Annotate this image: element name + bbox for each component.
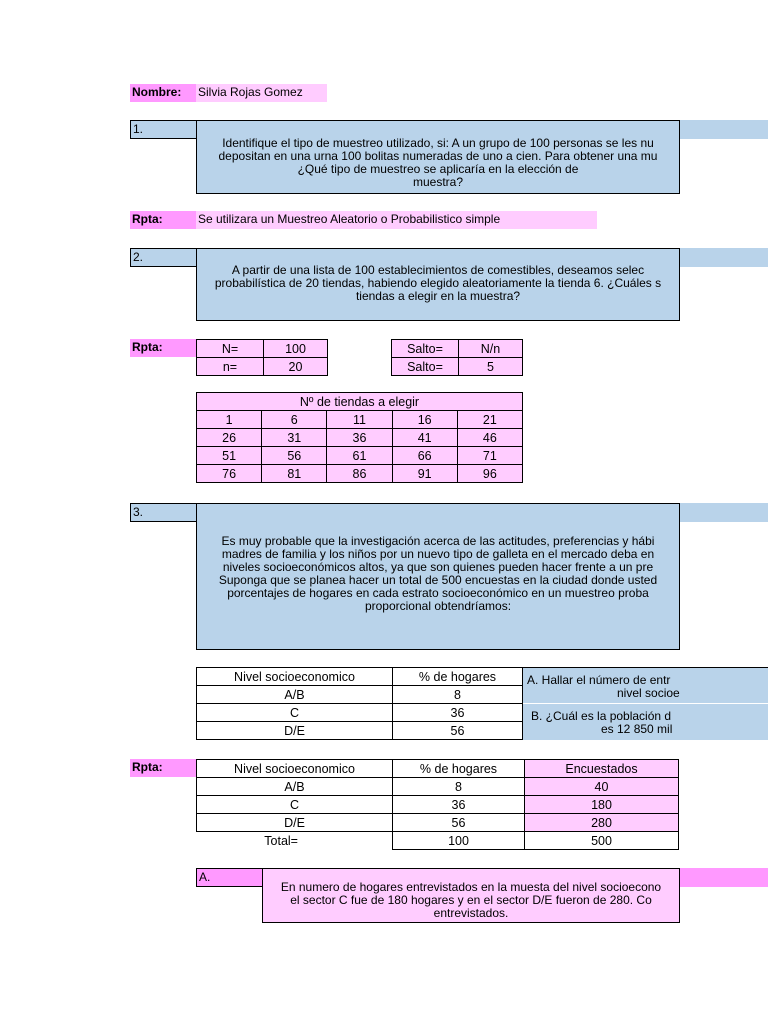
tienda-cell: 96: [457, 465, 522, 483]
q1-right-bar: [680, 120, 768, 139]
q3-result-table: [196, 759, 679, 850]
tienda-cell: 16: [392, 411, 457, 429]
tienda-cell: 21: [457, 411, 522, 429]
answer-a-line-3: entrevistados.: [433, 906, 509, 920]
res-nivel-cell: C: [197, 796, 393, 814]
side-b-line-2: es 12 850 mil: [601, 722, 673, 736]
salto-label-1: Salto=: [392, 340, 459, 358]
pct-cell: 36: [393, 704, 523, 722]
nombre-label: Nombre:: [130, 84, 196, 102]
n-pop-value: 100: [264, 340, 328, 358]
nombre-value: Silvia Rojas Gomez: [196, 84, 327, 102]
q2-rpta-label: Rpta:: [130, 339, 196, 357]
n-sample-label: n=: [197, 358, 264, 376]
q1-line-3: ¿Qué tipo de muestreo se aplicaría en la elección de: [297, 162, 579, 176]
res-enc-cell: 40: [525, 778, 679, 796]
q3-line-5: porcentajes de hogares en cada estrato socioeconómico en un muestreo proba: [227, 586, 649, 600]
col-header-pct: % de hogares: [393, 668, 523, 686]
n-sample-value: 20: [264, 358, 328, 376]
answer-a-right-bar: [680, 868, 768, 887]
q3-rpta-label: Rpta:: [130, 759, 196, 777]
answer-a-line-1: En numero de hogares entrevistados en la muesta del nivel socioecono: [280, 880, 662, 894]
res-pct-cell: 8: [393, 778, 525, 796]
answer-a-line-2: el sector C fue de 180 hogares y en el sector D/E fueron de 280. Co: [290, 893, 652, 907]
res-pct-cell: 36: [393, 796, 525, 814]
q1-question: [196, 120, 680, 194]
tienda-cell: 61: [327, 447, 392, 465]
tienda-cell: 36: [327, 429, 392, 447]
q1-number: 1.: [130, 120, 197, 139]
q2-sample-size-table: [196, 339, 328, 376]
res-header-encuestados: Encuestados: [525, 760, 679, 778]
tienda-cell: 1: [197, 411, 262, 429]
tienda-cell: 56: [262, 447, 327, 465]
side-b-line-1: B. ¿Cuál es la población d: [531, 709, 672, 723]
side-a-line-2: nivel socioe: [617, 686, 680, 700]
salto-formula: N/n: [459, 340, 523, 358]
res-header-pct: % de hogares: [393, 760, 525, 778]
tienda-cell: 41: [392, 429, 457, 447]
res-enc-cell: 180: [525, 796, 679, 814]
q2-line-2: probabilística de 20 tiendas, habiendo elegido aleatoriamente la tienda 6. ¿Cuáles s: [214, 276, 662, 290]
q3-line-4: Suponga que se planea hacer un total de 500 encuestas en la ciudad donde usted: [218, 573, 658, 587]
q3-hogares-table: [196, 667, 523, 740]
n-pop-label: N=: [197, 340, 264, 358]
q2-question: [196, 248, 680, 321]
tienda-cell: 71: [457, 447, 522, 465]
q1-line-2: depositan en una urna 100 bolitas numeradas de uno a cien. Para obtener una mu: [218, 149, 658, 163]
nivel-cell: D/E: [197, 722, 393, 740]
tienda-cell: 76: [197, 465, 262, 483]
res-enc-cell: 280: [525, 814, 679, 832]
q3-line-3: niveles socioeconómicos altos, ya que son quienes pueden hacer frente a un pre: [222, 560, 654, 574]
q1-line-4: muestra?: [412, 175, 464, 189]
q2-number: 2.: [130, 248, 197, 267]
res-total-pct: 100: [393, 832, 525, 850]
q1-line-1: Identifique el tipo de muestreo utilizado, si: A un grupo de 100 personas se les nu: [222, 136, 654, 150]
res-header-nivel: Nivel socioeconomico: [197, 760, 393, 778]
side-a-line-1: A. Hallar el número de entr: [527, 673, 671, 687]
res-pct-cell: 56: [393, 814, 525, 832]
tienda-cell: 91: [392, 465, 457, 483]
tienda-cell: 26: [197, 429, 262, 447]
res-total-enc: 500: [525, 832, 679, 850]
res-total-label: Total=: [197, 832, 393, 850]
q1-rpta-label: Rpta:: [130, 211, 196, 229]
q1-rpta-text: Se utilizara un Muestreo Aleatorio o Probabilistico simple: [196, 211, 597, 229]
q3-number: 3.: [130, 503, 197, 522]
answer-a-text: [262, 868, 680, 923]
res-nivel-cell: D/E: [197, 814, 393, 832]
q3-line-1: Es muy probable que la investigación acerca de las actitudes, preferencias y hábi: [221, 534, 655, 548]
tienda-cell: 51: [197, 447, 262, 465]
tienda-cell: 31: [262, 429, 327, 447]
salto-label-2: Salto=: [392, 358, 459, 376]
pct-cell: 56: [393, 722, 523, 740]
q3-line-6: proporcional obtendríamos:: [364, 599, 512, 613]
tienda-cell: 81: [262, 465, 327, 483]
res-nivel-cell: A/B: [197, 778, 393, 796]
q2-right-bar: [680, 248, 768, 267]
tiendas-title: Nº de tiendas a elegir: [197, 393, 523, 411]
tienda-cell: 66: [392, 447, 457, 465]
q3-side-question-b: [523, 704, 768, 740]
q3-question: [196, 503, 680, 650]
tienda-cell: 46: [457, 429, 522, 447]
tienda-cell: 86: [327, 465, 392, 483]
col-header-nivel: Nivel socioeconomico: [197, 668, 393, 686]
q2-line-3: tiendas a elegir en la muestra?: [355, 289, 521, 303]
salto-value: 5: [459, 358, 523, 376]
nivel-cell: A/B: [197, 686, 393, 704]
q3-side-question-a: [523, 667, 768, 703]
nivel-cell: C: [197, 704, 393, 722]
tienda-cell: 11: [327, 411, 392, 429]
q3-line-2: madres de familia y los niños por un nuevo tipo de galleta en el mercado deba en: [221, 547, 655, 561]
answer-a-label: A.: [196, 868, 263, 887]
tiendas-table: [196, 392, 523, 483]
pct-cell: 8: [393, 686, 523, 704]
q2-salto-table: [391, 339, 523, 376]
q2-line-1: A partir de una lista de 100 establecimientos de comestibles, deseamos selec: [231, 263, 645, 277]
q3-right-bar: [680, 503, 768, 522]
tienda-cell: 6: [262, 411, 327, 429]
